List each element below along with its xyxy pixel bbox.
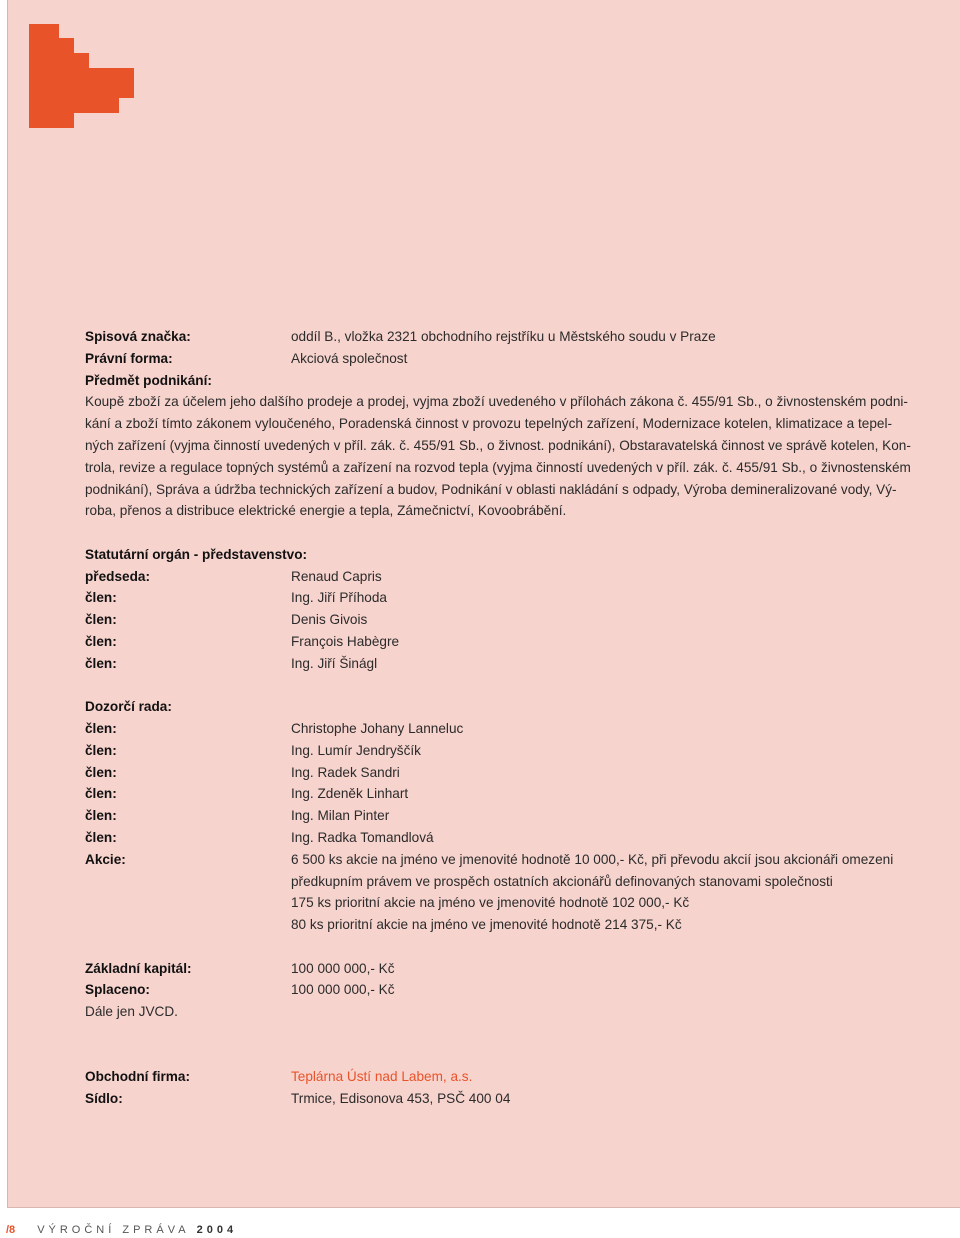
supervisory-name: Christophe Johany Lanneluc: [291, 720, 464, 736]
predmet-label: Předmět podnikání:: [85, 372, 212, 388]
supervisory-role: člen:: [85, 742, 117, 758]
predmet-line: podnikání), Správa a údržba technických zařízení a budov, Podnikání v oblasti nakládání s odpady, Výroba demineralizované vody, Vý-: [85, 481, 897, 497]
shares-label: Akcie:: [85, 851, 126, 867]
spisova-row: [85, 326, 875, 348]
supervisory-member-row: [85, 762, 875, 784]
board-name: Ing. Jiří Příhoda: [291, 590, 387, 606]
predmet-line: Koupě zboží za účelem jeho dalšího prodeje a prodej, vyjma zboží uvedeného v přílohách zákona č. 455/91 Sb., o živnostenském podni-: [85, 394, 908, 410]
board-role: předseda:: [85, 568, 150, 584]
sidlo-label: Sídlo:: [85, 1090, 123, 1106]
predmet-line: kání a zboží tímto zákonem vyloučeného, Poradenská činnost v provozu tepelných zařízení, Modernizace kotelen, klimatizace a tepel-: [85, 416, 892, 432]
predmet-line: roba, přenos a distribuce elektrické energie a tepla, Zámečnictví, Kovoobrábění.: [85, 503, 567, 519]
supervisory-member-row: [85, 783, 875, 805]
predmet-line: ných zařízení (vyjma činností uvedených v příl. zák. č. 455/91 Sb., o živnost. podnikání), Obstaravatelská činnost ve správě kotelen, Kon-: [85, 437, 911, 453]
supervisory-name: Ing. Milan Pinter: [291, 808, 390, 824]
obchodni-firma-row: [85, 1066, 875, 1088]
shares-line: 80 ks prioritní akcie na jméno ve jmenovité hodnotě 214 375,- Kč: [291, 917, 682, 933]
supervisory-role: člen:: [85, 764, 117, 780]
supervisory-role: člen:: [85, 808, 117, 824]
supervisory-heading: Dozorčí rada:: [85, 699, 172, 715]
supervisory-role: člen:: [85, 720, 117, 736]
board-heading: Statutární orgán - představenstvo:: [85, 546, 308, 562]
pravni-forma-label: Právní forma:: [85, 350, 173, 366]
pravni-forma-row: [85, 348, 875, 370]
shares-line: 6 500 ks akcie na jméno ve jmenovité hodnotě 10 000,- Kč, při převodu akcií jsou akcionáři omezeni: [291, 851, 894, 867]
shares-line: předkupním právem ve prospěch ostatních akcionářů definovaných stanovami společnosti: [291, 873, 833, 889]
obchodni-firma-label: Obchodní firma:: [85, 1069, 190, 1085]
report-title: VÝROČNÍ ZPRÁVA: [37, 1224, 190, 1236]
supervisory-name: Ing. Zdeněk Linhart: [291, 786, 409, 802]
splaceno-label: Splaceno:: [85, 982, 150, 998]
splaceno-value: 100 000 000,- Kč: [291, 982, 395, 998]
board-member-row: [85, 609, 875, 631]
board-role: člen:: [85, 655, 117, 671]
shares-row: [85, 849, 894, 936]
report-year: 2004: [196, 1224, 238, 1236]
report-content: [85, 326, 911, 1110]
zakladni-kapital-label: Základní kapitál:: [85, 960, 192, 976]
supervisory-member-row: [85, 805, 875, 827]
predmet-text: [85, 391, 911, 522]
zakladni-kapital-row: [85, 958, 875, 980]
supervisory-member-row: [85, 718, 875, 740]
board-role: člen:: [85, 612, 117, 628]
supervisory-name: Ing. Lumír Jendryščík: [291, 742, 421, 758]
page-number: /8: [6, 1224, 16, 1236]
supervisory-member-row: [85, 740, 875, 762]
dale-jen-note: Dále jen JVCD.: [85, 1004, 178, 1020]
shares-lines: [291, 849, 893, 936]
board-member-row: [85, 587, 875, 609]
spisova-value: oddíl B., vložka 2321 obchodního rejstříku u Městského soudu v Praze: [291, 329, 716, 344]
sidlo-value: Trmice, Edisonova 453, PSČ 400 04: [291, 1090, 511, 1106]
sidlo-row: [85, 1088, 875, 1110]
spisova-label: Spisová značka:: [85, 329, 191, 344]
board-role: člen:: [85, 590, 117, 606]
board-member-row: [85, 653, 875, 675]
zakladni-kapital-value: 100 000 000,- Kč: [291, 960, 395, 976]
splaceno-row: [85, 979, 875, 1001]
page-footer: [6, 1224, 237, 1236]
supervisory-role: člen:: [85, 829, 117, 845]
pravni-forma-value: Akciová společnost: [291, 350, 408, 366]
supervisory-name: Ing. Radka Tomandlová: [291, 829, 434, 845]
supervisory-name: Ing. Radek Sandri: [291, 764, 400, 780]
board-member-row: [85, 566, 875, 588]
shares-line: 175 ks prioritní akcie na jméno ve jmenovité hodnotě 102 000,- Kč: [291, 895, 690, 911]
predmet-line: trola, revize a regulace topných systémů a zařízení na rozvod tepla (vyjma činností uvedených v příl. zák. č. 455/91 Sb., o živnostenském: [85, 459, 911, 475]
board-name: Ing. Jiří Šinágl: [291, 655, 378, 671]
supervisory-member-row: [85, 827, 875, 849]
obchodni-firma-value: Teplárna Ústí nad Labem, a.s.: [291, 1069, 473, 1085]
board-role: člen:: [85, 633, 117, 649]
board-name: Renaud Capris: [291, 568, 382, 584]
supervisory-role: člen:: [85, 786, 117, 802]
board-name: Denis Givois: [291, 612, 368, 628]
board-member-row: [85, 631, 875, 653]
board-name: François Habègre: [291, 633, 400, 649]
